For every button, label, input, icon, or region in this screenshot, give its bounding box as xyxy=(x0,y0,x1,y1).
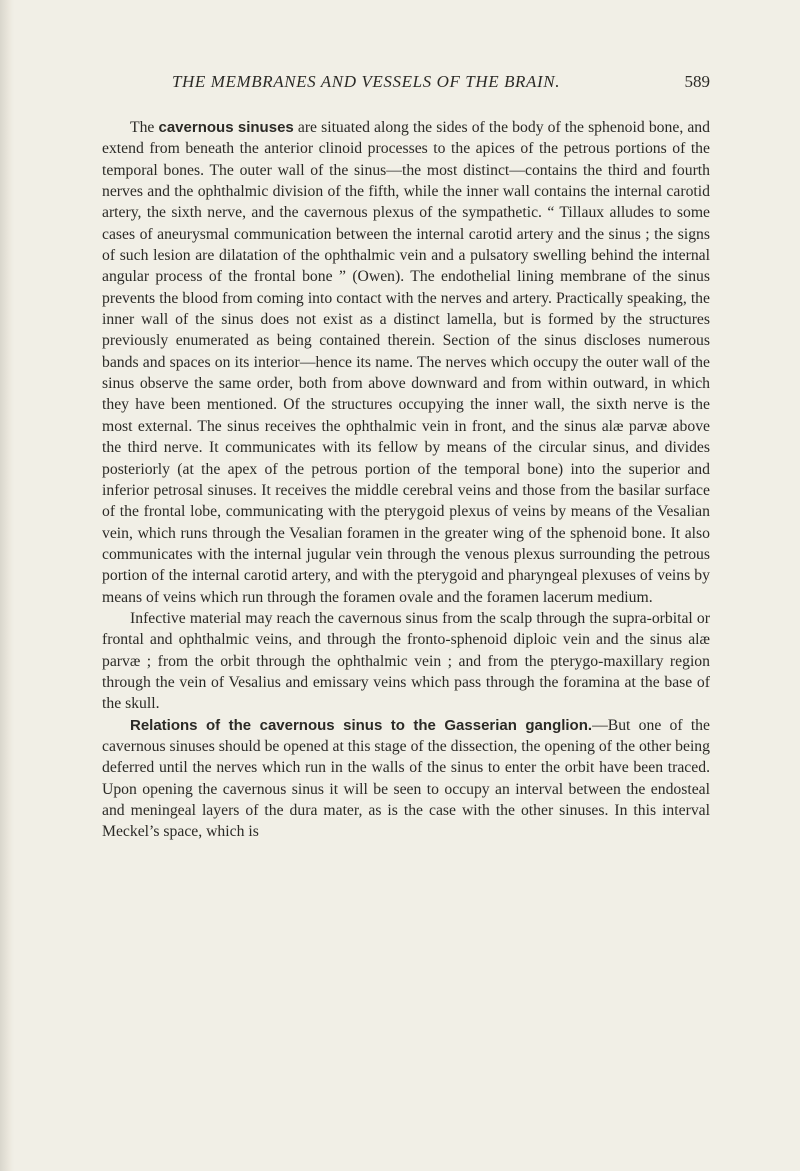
paragraph-body: —But one of the cavernous sinuses should be opened at this stage of the dissection, the opening of the other being deferred until the nerves which run in the walls of the sinus to enter the orbit have been traced. Upon opening the cavernous sinus it will be seen to occupy an interval between the endosteal and meningeal layers of the dura mater, as is the case with the other sinuses. In this interval Meckel’s space, which is xyxy=(102,716,710,841)
page-number: 589 xyxy=(684,72,710,91)
paragraph-cavernous-sinuses xyxy=(102,117,710,608)
bold-term: cavernous sinuses xyxy=(158,119,294,136)
section-subheading: Relations of the cavernous sinus to the Gasserian ganglion. xyxy=(130,716,593,734)
paragraph-body: are situated along the sides of the body of the sphenoid bone, and extend from beneath the anterior clinoid processes to the apices of the petrous portions of the temporal bones. The outer wall of the sinus—the most distinct—contains the third and fourth nerves and the ophthalmic division of the fifth, while the inner wall contains the internal carotid artery, the sixth nerve, and the cavernous plexus of the sympathetic. “ Tillaux alludes to some cases of aneurysmal communication between the internal carotid artery and the sinus ; the signs of such lesion are dilatation of the ophthalmic vein and a pulsatory swelling behind the internal angular process of the frontal bone ” (Owen). The endothelial lining membrane of the sinus prevents the blood from coming into contact with the nerves and artery. Practically speaking, the inner wall of the sinus does not exist as a distinct lamella, but is formed by the structures previously enumerated as being contained therein. Section of the sinus discloses numerous bands and spaces on its interior—hence its name. The nerves which occupy the outer wall of the sinus observe the same order, both from above downward and from within outward, in which they have been mentioned. Of the structures occupying the inner wall, the sixth nerve is the most external. The sinus receives the ophthalmic vein in front, and the sinus alæ parvæ above the third nerve. It communicates with its fellow by means of the circular sinus, and divides posteriorly (at the apex of the petrous portion of the temporal bone) into the superior and inferior petrosal sinuses. It receives the middle cerebral veins and those from the basilar surface of the frontal lobe, communicating with the pterygoid plexus of veins by means of the Vesalian vein, which runs through the Vesalian foramen in the greater wing of the sphenoid bone. It also communicates with the internal jugular vein through the venous plexus surrounding the petrous portion of the internal carotid artery, and with the pterygoid and pharyngeal plexuses of veins by means of veins which run through the foramen ovale and the foramen lacerum medium. xyxy=(102,119,710,606)
page-edge-shadow xyxy=(0,0,14,1171)
running-head: THE MEMBRANES AND VESSELS OF THE BRAIN. xyxy=(172,72,561,91)
paragraph-lead-in: The xyxy=(130,119,155,136)
paragraph-relations xyxy=(102,715,710,843)
page-header xyxy=(172,72,710,98)
paragraph-body: Infective material may reach the cavernous sinus from the scalp through the supra-orbital or frontal and ophthalmic veins, and through the fronto-sphenoid diploic vein and the sinus alæ parvæ ; from the orbit through the ophthalmic vein ; and from the pterygo-maxillary region through the vein of Vesalius and emissary veins which pass through the foramina at the base of the skull. xyxy=(102,609,710,713)
body-text xyxy=(102,117,710,843)
paragraph-infective-material xyxy=(102,608,710,715)
